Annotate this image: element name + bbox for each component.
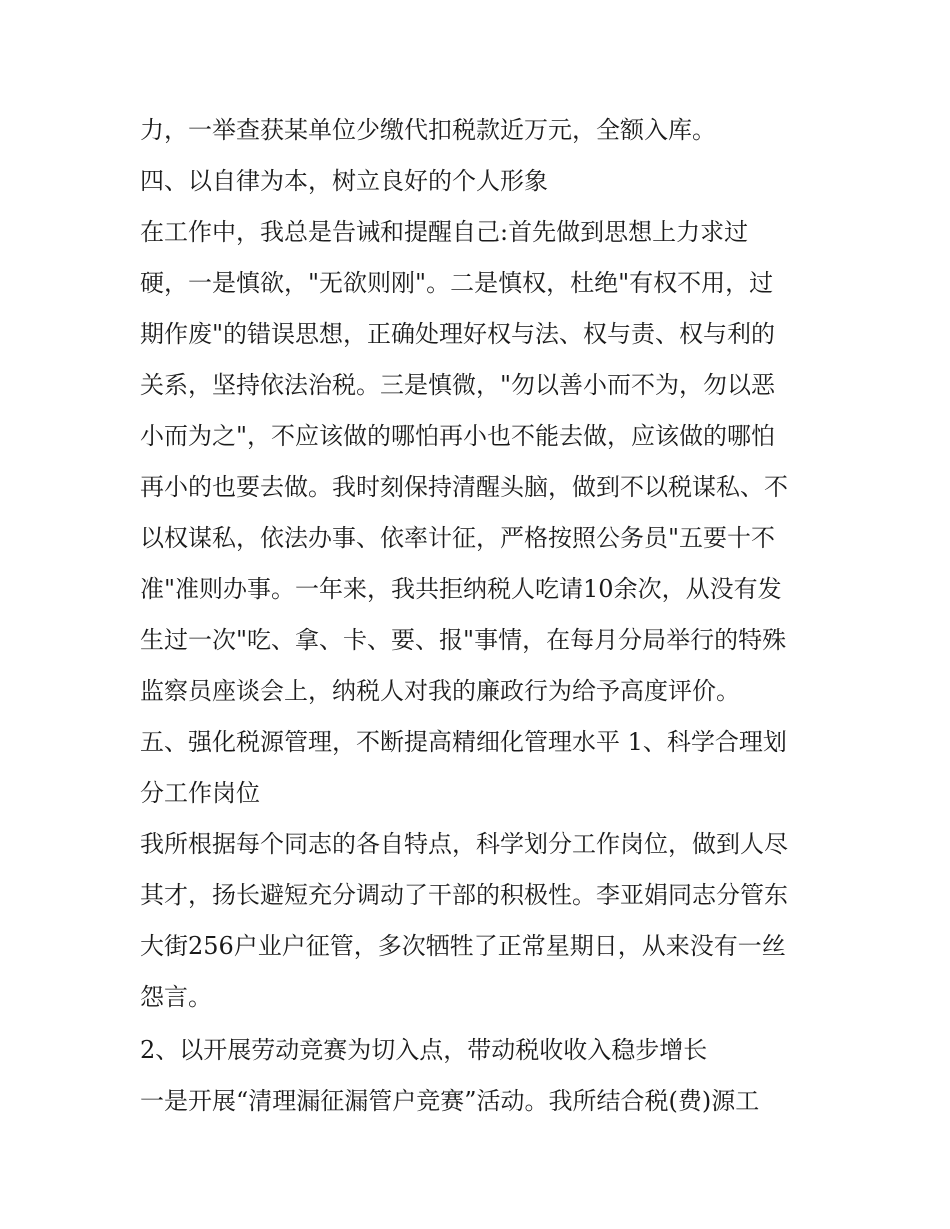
text-line: 硬，一是慎欲，"无欲则刚"。二是慎权，杜绝"有权不用，过 — [140, 269, 774, 297]
text-line: 以权谋私，依法办事、依率计征，严格按照公务员"五要十不 — [140, 524, 776, 552]
text-line: 其才，扬长避短充分调动了干部的积极性。李亚娟同志分管东 — [140, 881, 788, 909]
text-line: 再小的也要去做。我时刻保持清醒头脑，做到不以税谋私、不 — [140, 473, 788, 501]
section-heading: 五、强化税源管理，不断提高精细化管理水平 1、科学合理划 — [140, 728, 787, 756]
text-line: 监察员座谈会上，纳税人对我的廉政行为给予高度评价。 — [140, 677, 740, 705]
text-line: 怨言。 — [140, 983, 212, 1011]
text-line: 在工作中，我总是告诫和提醒自己:首先做到思想上力求过 — [140, 218, 749, 246]
text-line: 生过一次"吃、拿、卡、要、报"事情，在每月分局举行的特殊 — [140, 626, 787, 654]
section-heading: 2、以开展劳动竞赛为切入点，带动税收收入稳步增长 — [140, 1036, 708, 1064]
text-line: 关系，坚持依法治税。三是慎微，"勿以善小而不为，勿以恶 — [140, 371, 776, 399]
text-line: 力，一举查获某单位少缴代扣税款近万元，全额入库。 — [140, 116, 716, 144]
text-line: 准"准则办事。一年来，我共拒纳税人吃请10余次，从没有发 — [140, 575, 782, 603]
section-heading: 四、以自律为本，树立良好的个人形象 — [140, 167, 548, 195]
text-line: 期作废"的错误思想，正确处理好权与法、权与责、权与利的 — [140, 320, 776, 348]
text-line: 分工作岗位 — [140, 779, 260, 807]
text-line: 大街256户业户征管，多次牺牲了正常星期日，从来没有一丝 — [140, 932, 786, 960]
text-line: 小而为之"，不应该做的哪怕再小也不能去做，应该做的哪怕 — [140, 422, 776, 450]
text-line: 一是开展“清理漏征漏管户竞赛”活动。我所结合税(费)源工 — [140, 1087, 760, 1115]
text-line: 我所根据每个同志的各自特点，科学划分工作岗位，做到人尽 — [140, 830, 788, 858]
